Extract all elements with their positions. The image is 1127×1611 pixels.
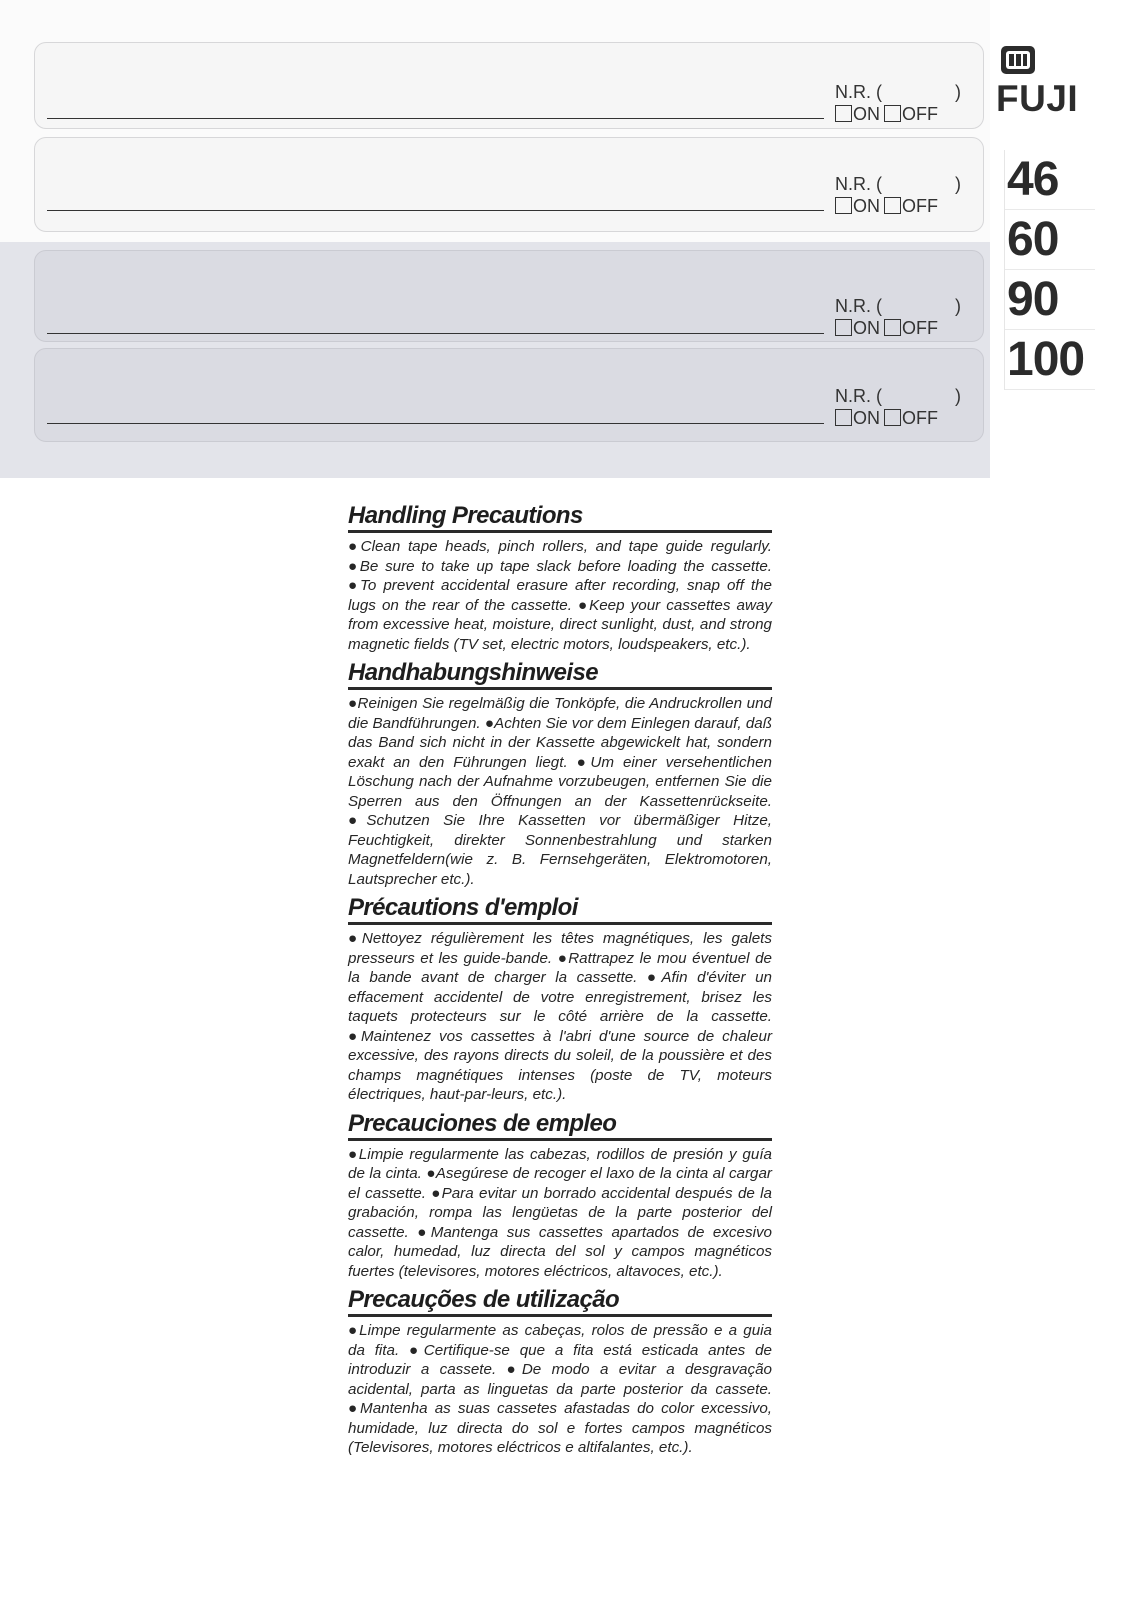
section-body: ●Limpe regularmente as cabeças, rolos de pressão e a guia da fita. ●Certifique-se que a fita está esticada antes de introduzir a cassete. ●De modo a evitar a desgravação acidental, parta as linguetas da parte posterior da cassete. ●Mantenha as suas cassetes afastadas do color excessivo, humidade, luz directa do sol e fortes campos magnéticos (Televisores, motores eléctricos e altifalantes, etc.). xyxy=(348,1322,772,1456)
nr-label: N.R. ( xyxy=(835,82,882,102)
nr-close-paren: ) xyxy=(955,386,961,406)
precautions-text xyxy=(348,503,772,1464)
title-write-line[interactable] xyxy=(47,210,824,211)
section-german xyxy=(348,660,772,889)
nr-off-checkbox[interactable] xyxy=(884,409,901,426)
title-write-line[interactable] xyxy=(47,118,824,119)
section-heading: Handhabungshinweise xyxy=(348,660,772,690)
nr-off-label: OFF xyxy=(902,196,938,216)
nr-close-paren: ) xyxy=(955,82,961,102)
nr-off-checkbox[interactable] xyxy=(884,105,901,122)
nr-off-label: OFF xyxy=(902,318,938,338)
tape-length-60: 60 xyxy=(1005,210,1095,270)
tape-length-90: 90 xyxy=(1005,270,1095,330)
nr-label: N.R. ( xyxy=(835,174,882,194)
nr-close-paren: ) xyxy=(955,174,961,194)
nr-off-checkbox[interactable] xyxy=(884,197,901,214)
title-write-line[interactable] xyxy=(47,423,824,424)
section-heading: Precauciones de empleo xyxy=(348,1111,772,1141)
section-body: ●Clean tape heads, pinch rollers, and tape guide regularly. ●Be sure to take up tape slack before loading the cassette. ●To prevent accidental erasure after recording, snap off the lugs on the rear of the cassette. ●Keep your cassettes away from excessive heat, moisture, direct sunlight, dust, and strong magnetic fields (TV set, electric motors, loudspeakers, etc.). xyxy=(348,538,772,653)
side-b-label-area xyxy=(0,242,990,478)
tape-length-100: 100 xyxy=(1005,330,1095,390)
section-portuguese xyxy=(348,1287,772,1458)
nr-label: N.R. ( xyxy=(835,296,882,316)
noise-reduction-field xyxy=(835,81,961,125)
nr-on-checkbox[interactable] xyxy=(835,197,852,214)
noise-reduction-field xyxy=(835,385,961,429)
nr-off-label: OFF xyxy=(902,104,938,124)
nr-on-label: ON xyxy=(853,408,880,428)
section-heading: Précautions d'emploi xyxy=(348,895,772,925)
section-heading: Precauções de utilização xyxy=(348,1287,772,1317)
nr-off-checkbox[interactable] xyxy=(884,319,901,336)
cassette-j-card xyxy=(0,0,1127,478)
nr-close-paren: ) xyxy=(955,296,961,316)
section-body: ●Limpie regularmente las cabezas, rodillos de presión y guía de la cinta. ●Asegúrese de recoger el laxo de la cinta al cargar el cassette. ●Para evitar un borrado accidental después de la grabación, rompa las lengüetas de la parte posterior del cassette. ●Mantenga sus cassettes apartados de excesivo calor, humedad, luz directa del sol y campos magnéticos fuertes (televisores, motores eléctricos, altavoces, etc.). xyxy=(348,1145,772,1280)
nr-on-label: ON xyxy=(853,196,880,216)
track-label-1 xyxy=(34,42,984,129)
nr-off-label: OFF xyxy=(902,408,938,428)
nr-label: N.R. ( xyxy=(835,386,882,406)
noise-reduction-field xyxy=(835,173,961,217)
tape-length-46: 46 xyxy=(1005,150,1095,210)
nr-on-checkbox[interactable] xyxy=(835,105,852,122)
title-write-line[interactable] xyxy=(47,333,824,334)
brand-name: FUJI xyxy=(996,78,1079,119)
noise-reduction-field xyxy=(835,295,961,339)
nr-on-checkbox[interactable] xyxy=(835,409,852,426)
tape-length-list xyxy=(1004,150,1095,390)
section-heading: Handling Precautions xyxy=(348,503,772,533)
side-a-label-area xyxy=(0,0,990,242)
section-french xyxy=(348,895,772,1105)
nr-on-checkbox[interactable] xyxy=(835,319,852,336)
track-label-2 xyxy=(34,137,984,232)
track-label-3 xyxy=(34,250,984,342)
track-label-4 xyxy=(34,348,984,442)
section-english xyxy=(348,503,772,654)
section-body: ●Reinigen Sie regelmäßig die Tonköpfe, die Andruckrollen und die Bandführungen. ●Achten Sie vor dem Einlegen darauf, daß das Band sich nicht in der Kassette abgewickelt hat, sondern exakt an den Führungen liegt. ●Um einer versehentlichen Löschung nach der Aufnahme vorzubeugen, entfernen Sie die Sperren aus den Öffnungen an der Kassettenrückseite. ●Schutzen Sie Ihre Kassetten vor übermäßiger Hitze, Feuchtigkeit, direkter Sonnenbestrahlung und starken Magnetfeldern(wie z. B. Fernsehgeräten, Elektromotoren, Lautsprecher etc.). xyxy=(348,695,772,888)
fuji-logo-icon xyxy=(999,42,1039,78)
section-spanish xyxy=(348,1111,772,1282)
nr-on-label: ON xyxy=(853,318,880,338)
nr-on-label: ON xyxy=(853,104,880,124)
section-body: ●Nettoyez régulièrement les têtes magnétiques, les galets presseurs et les guide-bande. ●Rattrapez le mou éventuel de la bande avant de charger la cassette. ●Afin d'éviter un effacement accidentel de votre enregistrement, brisez les taquets protecteurs sur le côté arrière de la cassette. ●Maintenez vos cassettes à l'abri d'une source de chaleur excessive, des rayons directs du soleil, de la poussière et des champs magnétiques intenses (poste de TV, moteurs électriques, haut-par-leurs, etc.). xyxy=(348,930,772,1103)
